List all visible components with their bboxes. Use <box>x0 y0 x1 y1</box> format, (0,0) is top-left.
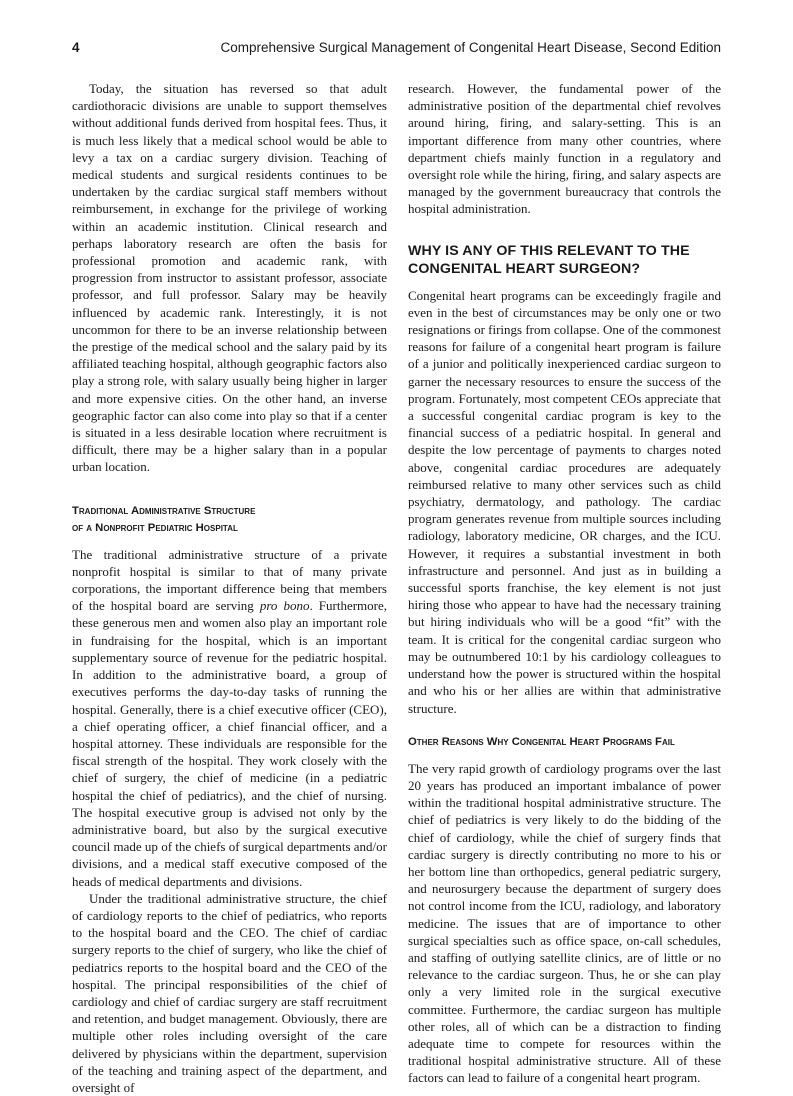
body-paragraph: Under the traditional administrative structure, the chief of cardiology reports to the chief of pediatrics, who reports to the hospital board and the CEO. The chief of cardiac surgery reports to the chief of surgery, who like the chief of pediatrics reports to the hospital board and the CEO of the hospital. The principal responsibilities of the chief of cardiology and chief of cardiac surgery are staff recruitment and retention, and budget management. Obviously, there are multiple other roles including oversight of the care delivered by physicians within the department, supervision of the teaching and training aspect of the department, and oversight of <box>72 890 387 1095</box>
text-run: . Furthermore, these generous men and women also play an important role in fundraising for the hospital, which is an important supplementary source of revenue for the pediatric hospital. In addition to the administrative board, a group of executives performs the day-to-day tasks of running the hospital. Generally, there is a chief executive officer (CEO), a chief operating officer, a chief financial officer, and a hospital attorney. These individuals are responsible for the fiscal strength of the hospital. They work closely with the chief of surgery, the chief of medicine (in a pediatric hospital the chief of pediatrics), and the chief of nursing. The hospital executive group is advised not only by the administrative board, but also by the surgical executive council made up of the chiefs of surgical departments and/or divisions, and a medical staff executive composed of the heads of medical departments and divisions. <box>72 598 388 889</box>
body-paragraph: Congenital heart programs can be exceedingly fragile and even in the best of circumstances may be only one or two resignations or firings from collapse. One of the commonest reasons for failure of a congenital heart program is failure of a junior and politically inexperienced cardiac surgeon to garner the necessary resources to ensure the success of the program. Fortunately, most competent CEOs appreciate that a successful congenital cardiac program is key to the financial success of a pediatric hospital. In general and despite the low percentage of payments to charges noted above, congenital cardiac procedures are adequately reimbursed relative to many other services such as child psychiatry, dermatology, and pathology. The cardiac program generates revenue from multiple sources including radiology, laboratory medicine, OR charges, and the ICU. However, it requires a substantial investment in both infrastructure and personnel. And just as in building a successful sports franchise, the key element is not just hiring those who appear to have had the necessary training but hiring individuals who will be a good “fit” with the team. It is critical for the congenital cardiac surgeon who may be outnumbered 10:1 by his cardiology colleagues to understand how the power is structured within the hospital and who his or her allies are within that administrative structure. <box>408 287 722 716</box>
body-paragraph: The very rapid growth of cardiology programs over the last 20 years has produced an important imbalance of power within the traditional hospital administrative structure. The chief of pediatrics is very likely to do the bidding of the chief of cardiology, while the chief of surgery finds that cardiac surgery is directly contributing no more to his or her bottom line than orthopedics, general pediatric surgery, and neurosurgery because the department of surgery does not control income from the ICU, radiology, and laboratory medicine. The issues that are of importance to other surgical specialties such as office space, on-call schedules, and staffing of outlying satellite clinics, are of little or no relevance to the cardiac surgeon. Thus, he or she can play only a very limited role in the surgical executive committee. Furthermore, the cardiac surgeon has multiple other roles, all of which can be a distraction to finding adequate time to compete for resources within the traditional hospital administrative structure. All of these factors can lead to failure of a congenital heart program. <box>408 760 721 1086</box>
heading-line: Traditional Administrative Structure <box>72 504 256 517</box>
body-paragraph: research. However, the fundamental power of the administrative position of the departmental chief revolves around hiring, firing, and salary-setting. This is an important difference from many other countries, where department chiefs mainly function in a regulatory and oversight role while the hiring, firing, and salary aspects are managed by the government bureaucracy that controls the hospital administration. <box>408 81 721 217</box>
right-column <box>408 80 721 1087</box>
section-heading: WHY IS ANY OF THIS RELEVANT TO THE CONGENITAL HEART SURGEON? <box>408 242 690 277</box>
subsection-heading: Other Reasons Why Congenital Heart Programs Fail <box>408 735 675 748</box>
section-heading <box>72 503 387 537</box>
page-number: 4 <box>72 40 80 55</box>
page-header <box>72 40 721 60</box>
body-paragraph: Today, the situation has reversed so that adult cardiothoracic divisions are unable to support themselves without additional funds derived from hospital fees. Thus, it is much less likely that a medical school would be able to levy a tax on a cardiac surgery division. Teaching of medical students and surgical residents continues to be undertaken by the cardiac surgical staff members without reimbursement, in exchange for the privilege of working within an academic institution. Clinical research and perhaps laboratory research are often the basis for professional promotion and academic rank, with progression from instructor to assistant professor, associate professor, and full professor. Salary may be heavily influenced by academic rank. Interestingly, it is not uncommon for there to be an inverse relationship between the prestige of the medical school and the salary paid by its affiliated teaching hospital, although geographic factors also play a strong role, with salary usually being higher in larger and more expensive cities. On the other hand, an inverse geographic factor can also come into play so that if a center is situated in a less desirable location where recruitment is difficult, there may be a higher salary than in a popular urban location. <box>72 81 387 475</box>
left-column <box>72 80 387 1096</box>
running-title: Comprehensive Surgical Management of Congenital Heart Disease, Second Edition <box>220 40 721 55</box>
text-run: The traditional administrative structure of a private nonprofit hospital is similar to that of many private corporations, the important difference being that members of the hospital board are serving <box>72 546 387 614</box>
italic-text: pro bono <box>259 598 310 614</box>
heading-line: of a Nonprofit Pediatric Hospital <box>72 521 238 534</box>
body-paragraph <box>72 546 387 890</box>
